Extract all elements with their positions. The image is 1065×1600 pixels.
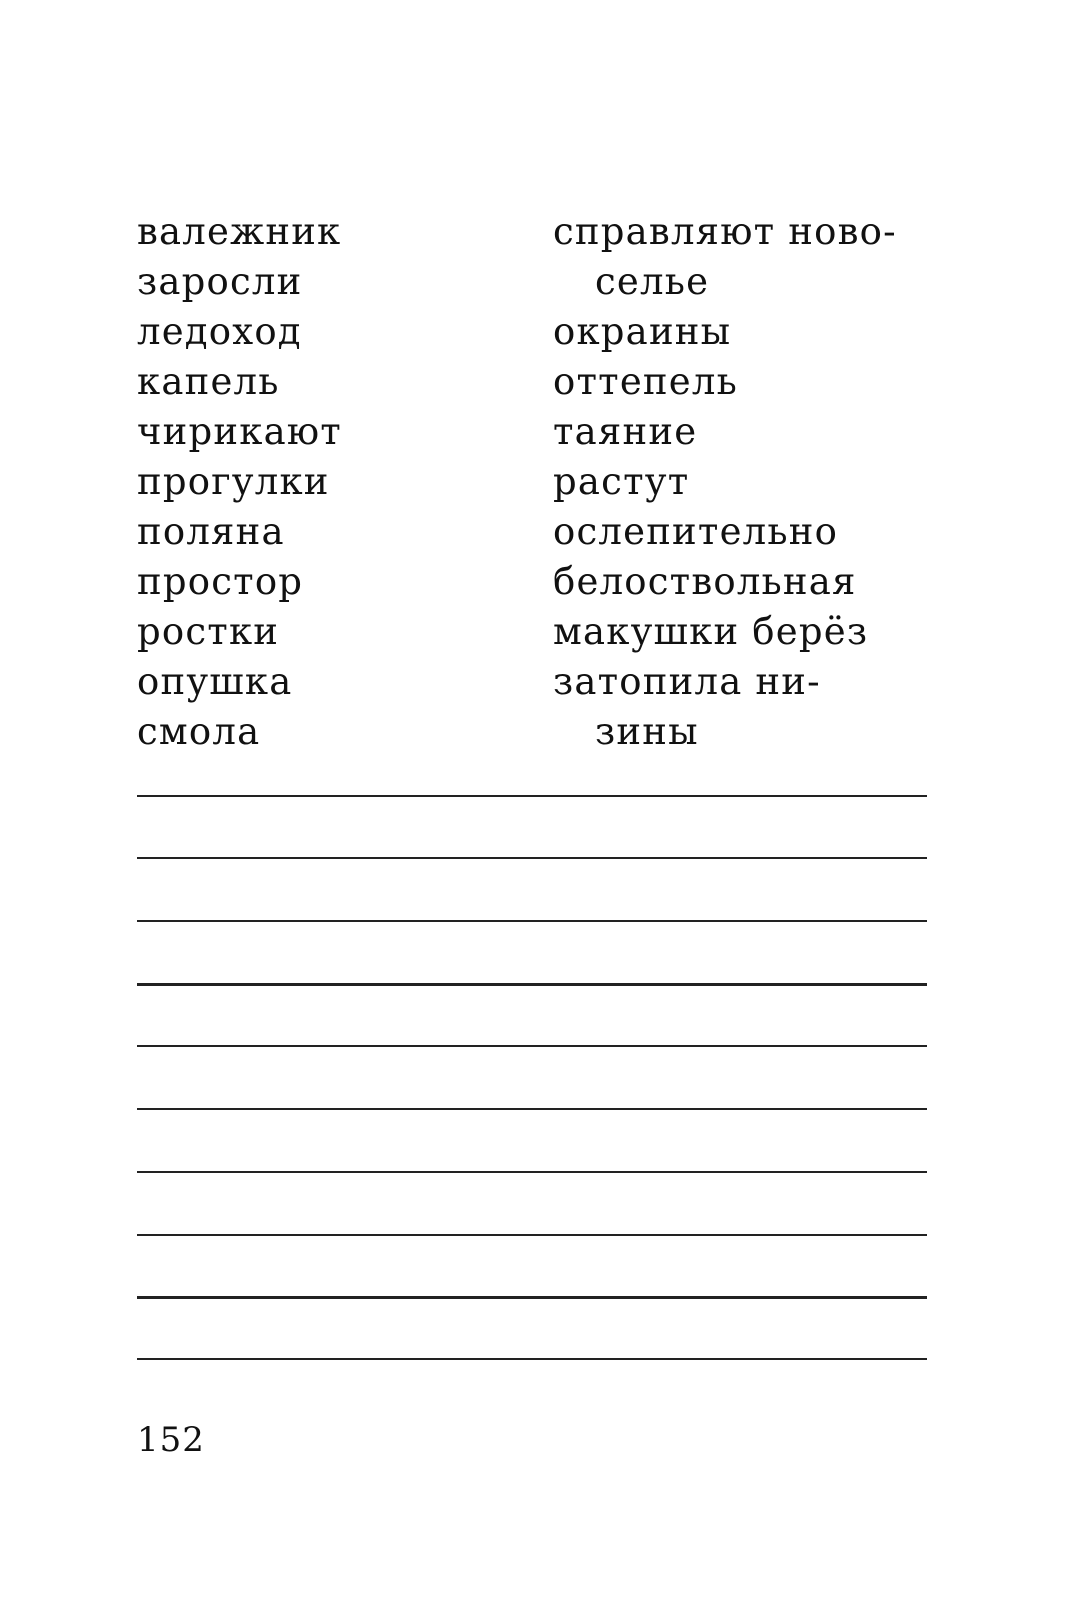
word-list-left — [137, 207, 517, 757]
writing-line[interactable] — [137, 983, 927, 986]
word-item: ослепительно — [553, 510, 839, 553]
word-item: прогулки — [137, 460, 330, 503]
writing-line[interactable] — [137, 795, 927, 797]
word-item: валежник — [137, 210, 342, 253]
word-item: чирикают — [137, 410, 342, 453]
word-item: заросли — [137, 260, 303, 303]
word-item-continuation: селье — [595, 260, 710, 303]
word-item: белоствольная — [553, 560, 857, 603]
writing-line[interactable] — [137, 857, 927, 859]
word-item: макушки берёз — [553, 610, 869, 653]
writing-line[interactable] — [137, 1296, 927, 1299]
word-item: смола — [137, 710, 261, 753]
writing-line[interactable] — [137, 920, 927, 922]
writing-line[interactable] — [137, 1171, 927, 1173]
word-item-continuation: зины — [595, 710, 699, 753]
word-item: простор — [137, 560, 304, 603]
word-item: капель — [137, 360, 280, 403]
writing-line[interactable] — [137, 1045, 927, 1047]
word-item: растут — [553, 460, 690, 503]
word-item: затопила ни- — [553, 660, 821, 703]
writing-line[interactable] — [137, 1108, 927, 1110]
word-item: поляна — [137, 510, 285, 553]
word-item: оттепель — [553, 360, 738, 403]
word-item: справляют ново- — [553, 210, 897, 253]
word-item: опушка — [137, 660, 293, 703]
page-number: 152 — [137, 1420, 205, 1460]
word-item: таяние — [553, 410, 698, 453]
word-list-right — [553, 207, 953, 757]
writing-line[interactable] — [137, 1234, 927, 1236]
writing-line[interactable] — [137, 1358, 927, 1360]
word-item: ростки — [137, 610, 280, 653]
word-item: окраины — [553, 310, 732, 353]
word-item: ледоход — [137, 310, 302, 353]
